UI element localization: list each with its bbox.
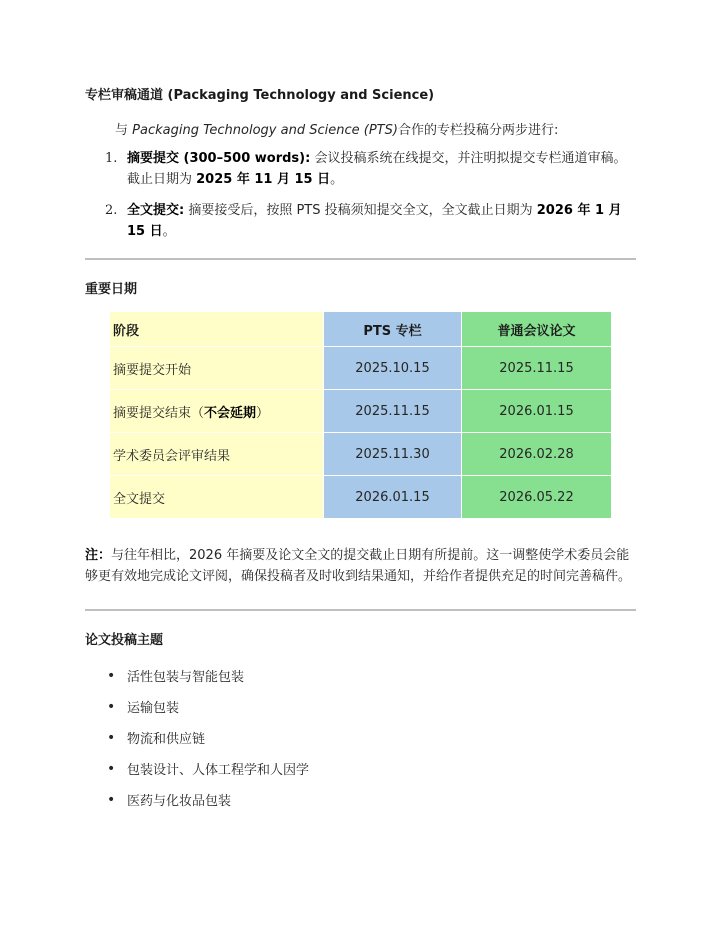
table-header-row — [110, 312, 612, 347]
section-heading-important-dates: 重要日期 — [85, 282, 138, 297]
bullet-icon: • — [107, 667, 116, 684]
bullet-icon: • — [107, 698, 116, 715]
step-item — [85, 148, 636, 190]
step-number: 2. — [105, 203, 118, 218]
step-number: 1. — [105, 151, 118, 166]
stage-prefix: 摘要提交结束（ — [113, 405, 205, 421]
section-divider — [85, 609, 636, 611]
intro-suffix: 合作的专栏投稿分两步进行: — [397, 123, 559, 138]
important-dates-table — [109, 311, 612, 519]
table-row — [110, 476, 612, 519]
table-row — [110, 390, 612, 433]
column-header-stage: 阶段 — [110, 312, 324, 347]
step-item — [85, 200, 636, 242]
journal-name: Packaging Technology and Science (PTS) — [132, 123, 398, 138]
step-deadline: 2026 年 1 月 15 日 — [127, 203, 622, 239]
note-text: 与往年相比，2026 年摘要及论文全文的提交截止日期有所提前。这一调整使学术委员会能够更有效地完成论文评阅，确保投稿者及时收到结果通知，并给作者提供充足的时间完善稿件。 — [85, 548, 632, 584]
bullet-icon: • — [107, 729, 116, 746]
step-text: 会议投稿系统在线提交，并注明拟提交专栏通道审稿。截止日期为 — [127, 151, 627, 187]
list-item — [85, 753, 636, 784]
section-heading-column-review: 专栏审稿通道 (Packaging Technology and Science) — [85, 88, 435, 103]
topic-label: 活性包装与智能包装 — [127, 670, 245, 685]
note-paragraph — [85, 545, 636, 587]
list-item — [85, 784, 636, 815]
no-extension-label: 不会延期 — [204, 405, 257, 421]
list-item — [85, 691, 636, 722]
bullet-icon: • — [107, 760, 116, 777]
note-label: 注： — [85, 548, 112, 563]
step-text-end: 。 — [162, 224, 176, 239]
table-row — [110, 347, 612, 390]
general-date-cell: 2026.05.22 — [462, 476, 612, 519]
topic-label: 物流和供应链 — [127, 732, 206, 747]
stage-suffix: ） — [256, 405, 270, 421]
stage-cell: 学术委员会评审结果 — [110, 433, 324, 476]
document-page — [85, 84, 636, 815]
pts-date-cell: 2025.11.30 — [324, 433, 462, 476]
topic-label: 包装设计、人体工程学和人因学 — [127, 763, 310, 778]
bullet-icon: • — [107, 791, 116, 808]
pts-date-cell: 2025.10.15 — [324, 347, 462, 390]
stage-cell: 摘要提交开始 — [110, 347, 324, 390]
stage-cell — [110, 390, 324, 433]
step-label: 摘要提交 (300–500 words): — [127, 151, 311, 166]
step-deadline: 2025 年 11 月 15 日 — [196, 172, 331, 187]
general-date-cell: 2026.01.15 — [462, 390, 612, 433]
step-label: 全文提交: — [127, 203, 185, 218]
topic-label: 医药与化妆品包装 — [127, 794, 232, 809]
topic-label: 运输包装 — [127, 701, 180, 716]
pts-date-cell: 2026.01.15 — [324, 476, 462, 519]
pts-date-cell: 2025.11.15 — [324, 390, 462, 433]
column-header-general: 普通会议论文 — [462, 312, 612, 347]
list-item — [85, 722, 636, 753]
column-header-pts: PTS 专栏 — [324, 312, 462, 347]
topic-list — [85, 660, 636, 815]
stage-cell: 全文提交 — [110, 476, 324, 519]
intro-paragraph — [115, 119, 636, 138]
intro-prefix: 与 — [115, 123, 133, 138]
table-row — [110, 433, 612, 476]
section-divider — [85, 258, 636, 260]
step-text: 摘要接受后，按照 PTS 投稿须知提交全文，全文截止日期为 — [184, 203, 537, 218]
list-item — [85, 660, 636, 691]
submission-steps — [85, 148, 636, 242]
section-heading-topics: 论文投稿主题 — [85, 633, 164, 648]
step-text-end: 。 — [330, 172, 344, 187]
general-date-cell: 2025.11.15 — [462, 347, 612, 390]
general-date-cell: 2026.02.28 — [462, 433, 612, 476]
